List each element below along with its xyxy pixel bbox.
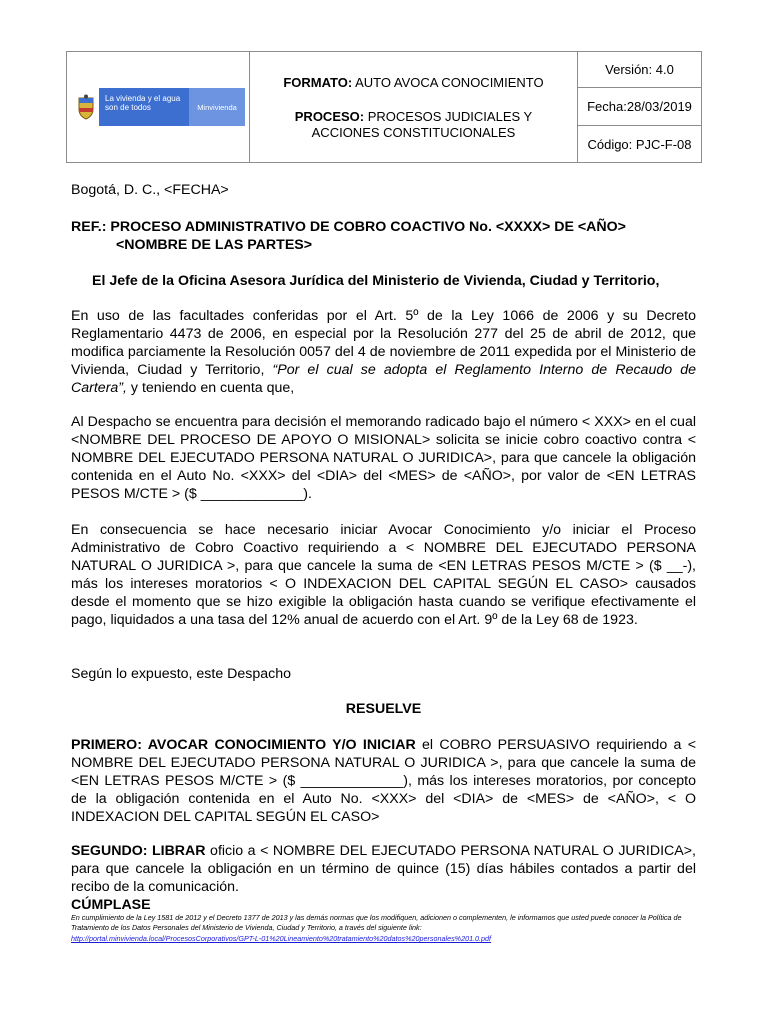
code-label: Código: PJC-F-08 (587, 136, 692, 152)
paragraph-4: Según lo expuesto, este Despacho (71, 666, 292, 682)
paragraph-2: Al Despacho se encuentra para decisión el memorando radicado bajo el número < XXX> en el cual <NOMBRE DEL PROCESO DE APOYO O MISIONAL> solicita se inicie cobro coactivo contra < NOMBRE DEL EJECUTADO PERSONA NATURAL O JURIDICA>, para que cancele la obligación contenida en el Auto No. <XXX> del <DIA> del <MES> de <AÑO>, por valor de <EN LETRAS PESOS M/CTE > ($ _____________). (71, 414, 696, 502)
resuelve-heading: RESUELVE (345, 701, 422, 717)
paragraph-3: En consecuencia se hace necesario iniciar Avocar Conocimiento y/o iniciar el Proceso Administrativo de Cobro Coactivo requiriendo a < NOMBRE DEL EJECUTADO PERSONA NATURAL O JURIDICA >, para que cancele la suma de <EN LETRAS PESOS M/CTE > ($ __-), más los intereses moratorios < O INDEXACION DEL CAPITAL SEGÚN EL CASO> causados desde el momento que se hizo exigible la obligación hasta cuando se verifique efectivamente el pago, liquidados a una tasa del 12% anual de acuerdo con el Art. 9º de la Ley 68 de 1923. (71, 522, 696, 628)
proceso-line (262, 109, 565, 141)
primero-label: PRIMERO: AVOCAR CONOCIMIENTO Y/O INICIAR (71, 737, 416, 753)
version-label: Versión: 4.0 (578, 52, 701, 88)
data-policy-note: En cumplimiento de la Ley 1581 de 2012 y el Decreto 1377 de 2013 y las demás normas que los modifiquen, adicionen o complementen, le informamos que usted puede conocer la Política de Tratamiento de los Datos Personales del Ministerio de Vivienda, Ciudad y Territorio, a través del siguiente link: (71, 913, 682, 932)
logo-slogan: La vivienda y el agua son de todos (99, 88, 189, 126)
paragraph-1-text: En uso de las facultades conferidas por el Art. 5º de la Ley 1066 de 2006 y su Decreto Reglamentario 4473 de 2006, en especial por la Resolución 277 del 25 de abril de 2012, que modifica parciamente la Resolución 0057 del 4 de noviembre de 2011 expedida por el Ministerio de Vivienda, Ciudad y Territorio, (71, 308, 696, 378)
logo-brand: Minvivienda (189, 88, 245, 126)
article-primero (71, 736, 696, 826)
segundo-text: oficio a < NOMBRE DEL EJECUTADO PERSONA NATURAL O JURIDICA>, para que cancele la obligación en un término de quince (15) días hábiles contados a partir del recibo de la comunicación. (71, 843, 696, 895)
primero-text: el COBRO PERSUASIVO requiriendo a < NOMBRE DEL EJECUTADO PERSONA NATURAL O JURIDICA >, para que cancele la suma de <EN LETRAS PESOS M/CTE > ($ _____________), más los intereses moratorios, por concepto de la obligación contenida en el Auto No. <XXX> del <DIA> de <MES> de <AÑO>, < O INDEXACION DEL CAPITAL SEGÚN EL CASO> (71, 737, 696, 825)
formato-line (250, 75, 577, 90)
cumplase-heading: CÚMPLASE (71, 897, 151, 913)
ministry-logo (73, 88, 245, 126)
logo-cell (67, 52, 250, 162)
reference-line-2: <NOMBRE DE LAS PARTES> (116, 237, 313, 253)
paragraph-1-end: y teniendo en cuenta que, (126, 380, 295, 396)
reference-line-1: REF.: PROCESO ADMINISTRATIVO DE COBRO COACTIVO No. <XXXX> DE <AÑO> (71, 219, 626, 235)
article-segundo (71, 842, 696, 896)
proceso-label: PROCESO: (294, 109, 365, 124)
paragraph-1-italic: “Por el cual se adopta el Reglamento Interno de Recaudo de Cartera”, (71, 362, 697, 396)
title-cell (250, 52, 578, 162)
date-label: Fecha:28/03/2019 (578, 88, 701, 126)
data-policy-link[interactable]: http://portal.minvivienda.local/ProcesosCorporativos/GPT-L-01%20Lineamiento%20tratamiento%20datos%20personales%201.0.pdf (71, 934, 492, 943)
data-policy-link-line (71, 934, 696, 944)
segundo-label: SEGUNDO: LIBRAR (71, 843, 206, 859)
document-header-table (66, 51, 702, 163)
authority-line: El Jefe de la Oficina Asesora Jurídica del Ministerio de Vivienda, Ciudad y Territorio, (92, 273, 660, 289)
formato-label: FORMATO: (283, 75, 353, 90)
coat-of-arms-icon (73, 88, 99, 126)
meta-cell (578, 52, 701, 162)
paragraph-considerations (71, 307, 696, 397)
formato-value: AUTO AVOCA CONOCIMIENTO (355, 75, 544, 90)
place-date: Bogotá, D. C., <FECHA> (71, 182, 229, 198)
proceso-value: PROCESOS JUDICIALES Y ACCIONES CONSTITUCIONALES (311, 109, 533, 140)
